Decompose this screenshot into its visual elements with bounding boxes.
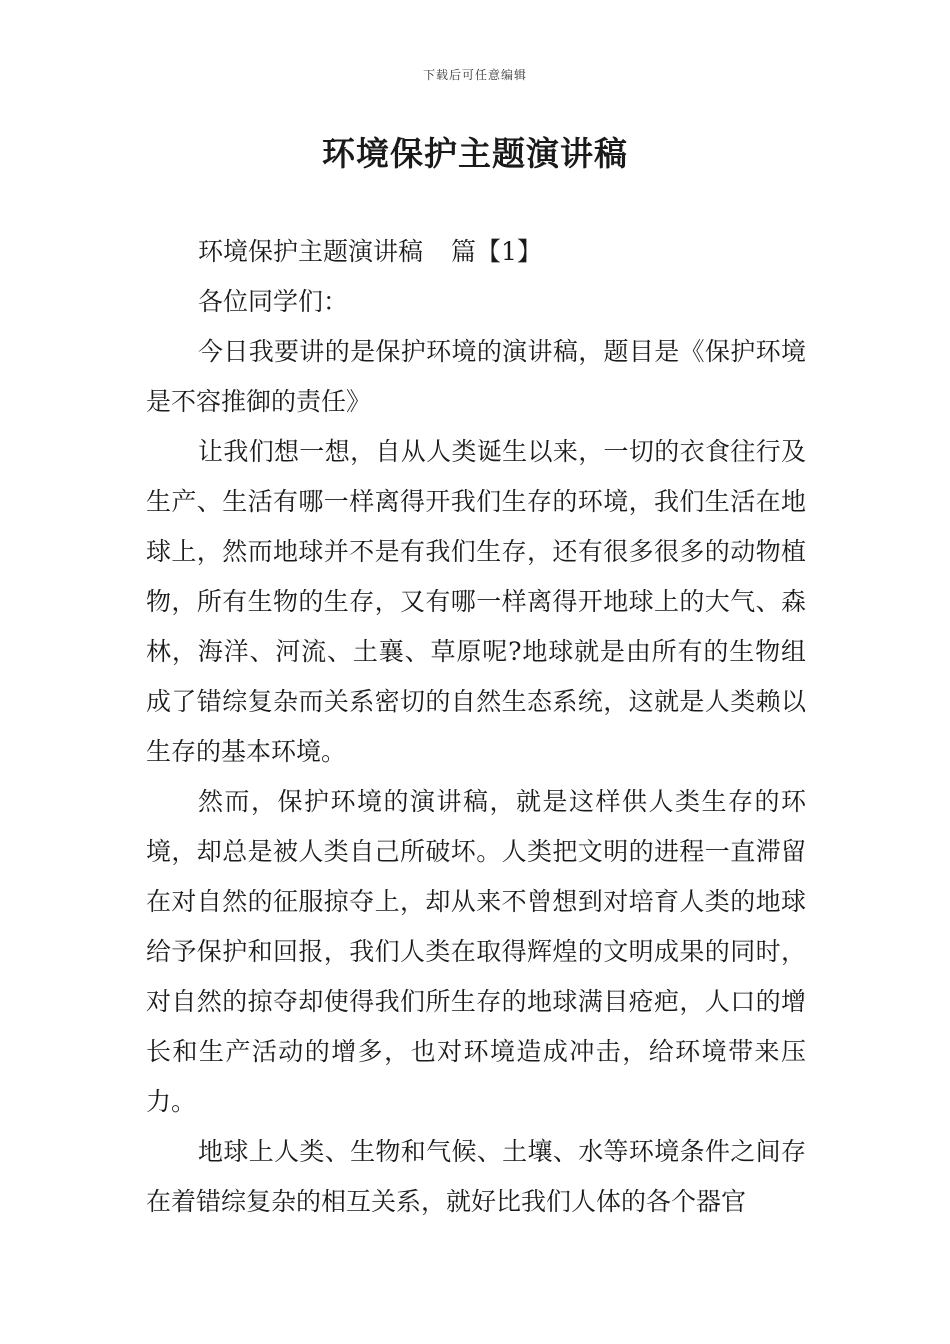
paragraph: 然而，保护环境的演讲稿，就是这样供人类生存的环境，却总是被人类自己所破坏。人类把文明的进程一直滞留在对自然的征服掠夺上，却从来不曾想到对培育人类的地球给予保护和回报，我们人类在取得辉煌的文明成果的同时，对自然的掠夺却使得我们所生存的地球满目疮疤，人口的增长和生产活动的增多，也对环境造成冲击，给环境带来压力。 (146, 787, 806, 1116)
section-title: 环境保护主题演讲稿 (198, 237, 424, 266)
page-header-note: 下载后可任意编辑 (422, 68, 527, 82)
document-title: 环境保护主题演讲稿 (322, 134, 628, 173)
paragraph: 今日我要讲的是保护环境的演讲稿，题目是《保护环境是不容推御的责任》 (146, 337, 806, 416)
paragraph: 让我们想一想，自从人类诞生以来，一切的衣食往行及生产、生活有哪一样离得开我们生存的环境，我们生活在地球上，然而地球并不是有我们生存，还有很多很多的动物植物，所有生物的生存，又有哪一样离得开地球上的大气、森林，海洋、河流、土襄、草原呢?地球就是由所有的生物组成了错综复杂而关系密切的自然生态系统，这就是人类赖以生存的基本环境。 (146, 437, 806, 766)
salutation: 各位同学们： (198, 287, 349, 316)
paragraph: 地球上人类、生物和气候、土壤、水等环境条件之间存在着错综复杂的相互关系，就好比我们人体的各个器官 (146, 1137, 806, 1216)
section-heading (146, 227, 806, 277)
section-label: 篇【1】 (451, 237, 542, 266)
document-body (146, 227, 806, 1227)
